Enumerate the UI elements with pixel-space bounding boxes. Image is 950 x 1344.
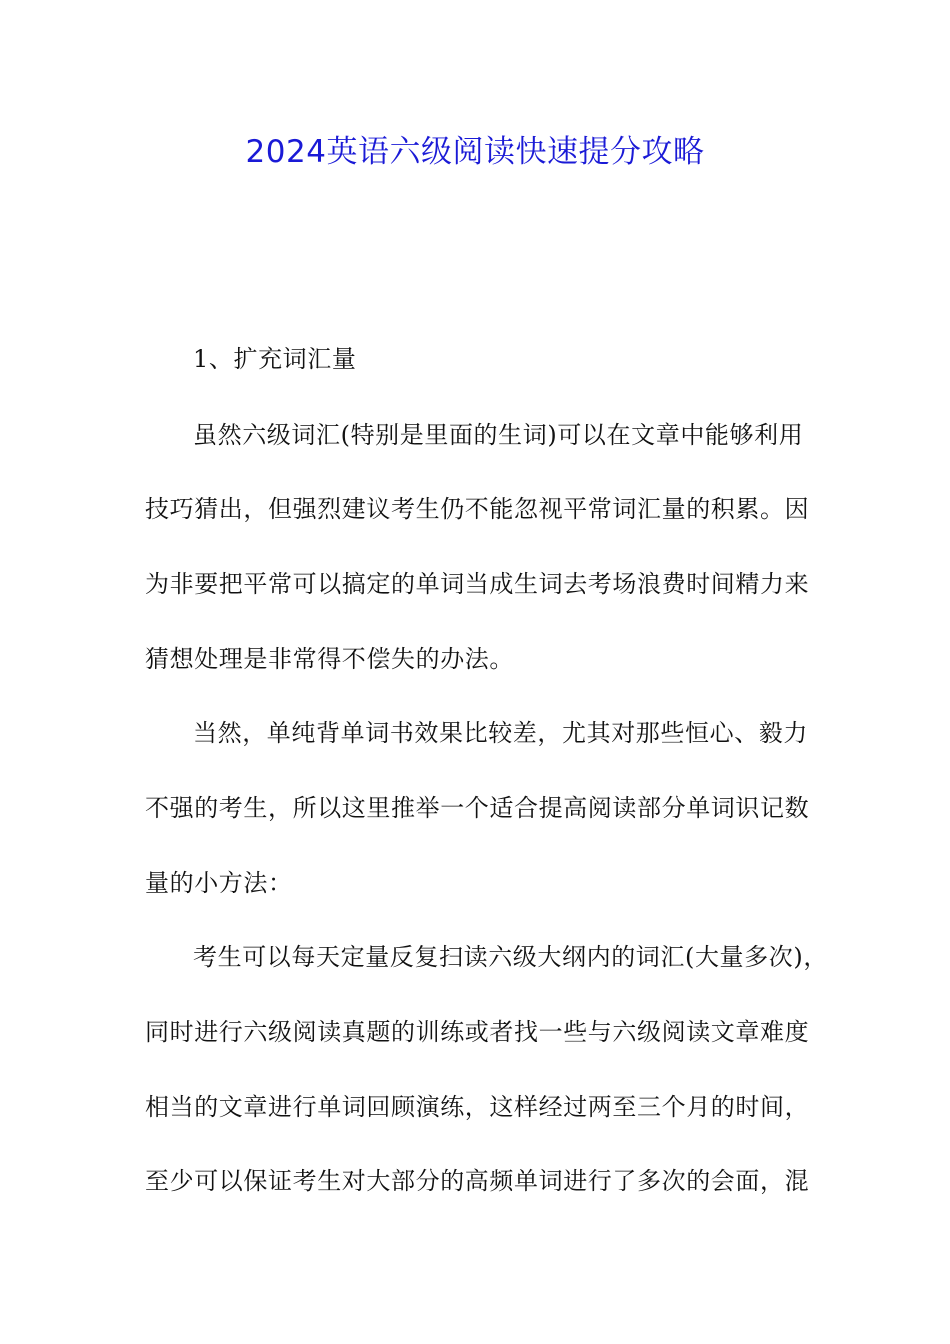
paragraph-line: 至少可以保证考生对大部分的高频单词进行了多次的会面，混 <box>145 1167 810 1195</box>
section-heading: 1、扩充词汇量 <box>193 345 357 373</box>
paragraph-line: 当然，单纯背单词书效果比较差，尤其对那些恒心、毅力 <box>193 719 808 747</box>
paragraph-line: 技巧猜出，但强烈建议考生仍不能忽视平常词汇量的积累。因 <box>145 495 810 523</box>
paragraph-line: 为非要把平常可以搞定的单词当成生词去考场浪费时间精力来 <box>145 570 810 598</box>
paragraph-line: 量的小方法： <box>145 869 293 897</box>
document-title: 2024英语六级阅读快速提分攻略 <box>245 134 705 170</box>
paragraph-line: 相当的文章进行单词回顾演练，这样经过两至三个月的时间， <box>145 1093 810 1121</box>
paragraph-line: 同时进行六级阅读真题的训练或者找一些与六级阅读文章难度 <box>145 1018 810 1046</box>
paragraph-line: 虽然六级词汇(特别是里面的生词)可以在文章中能够利用 <box>193 421 804 449</box>
paragraph-line: 考生可以每天定量反复扫读六级大纲内的词汇(大量多次)， <box>193 943 828 971</box>
paragraph-line: 不强的考生，所以这里推举一个适合提高阅读部分单词识记数 <box>145 794 810 822</box>
paragraph-line: 猜想处理是非常得不偿失的办法。 <box>145 645 514 673</box>
